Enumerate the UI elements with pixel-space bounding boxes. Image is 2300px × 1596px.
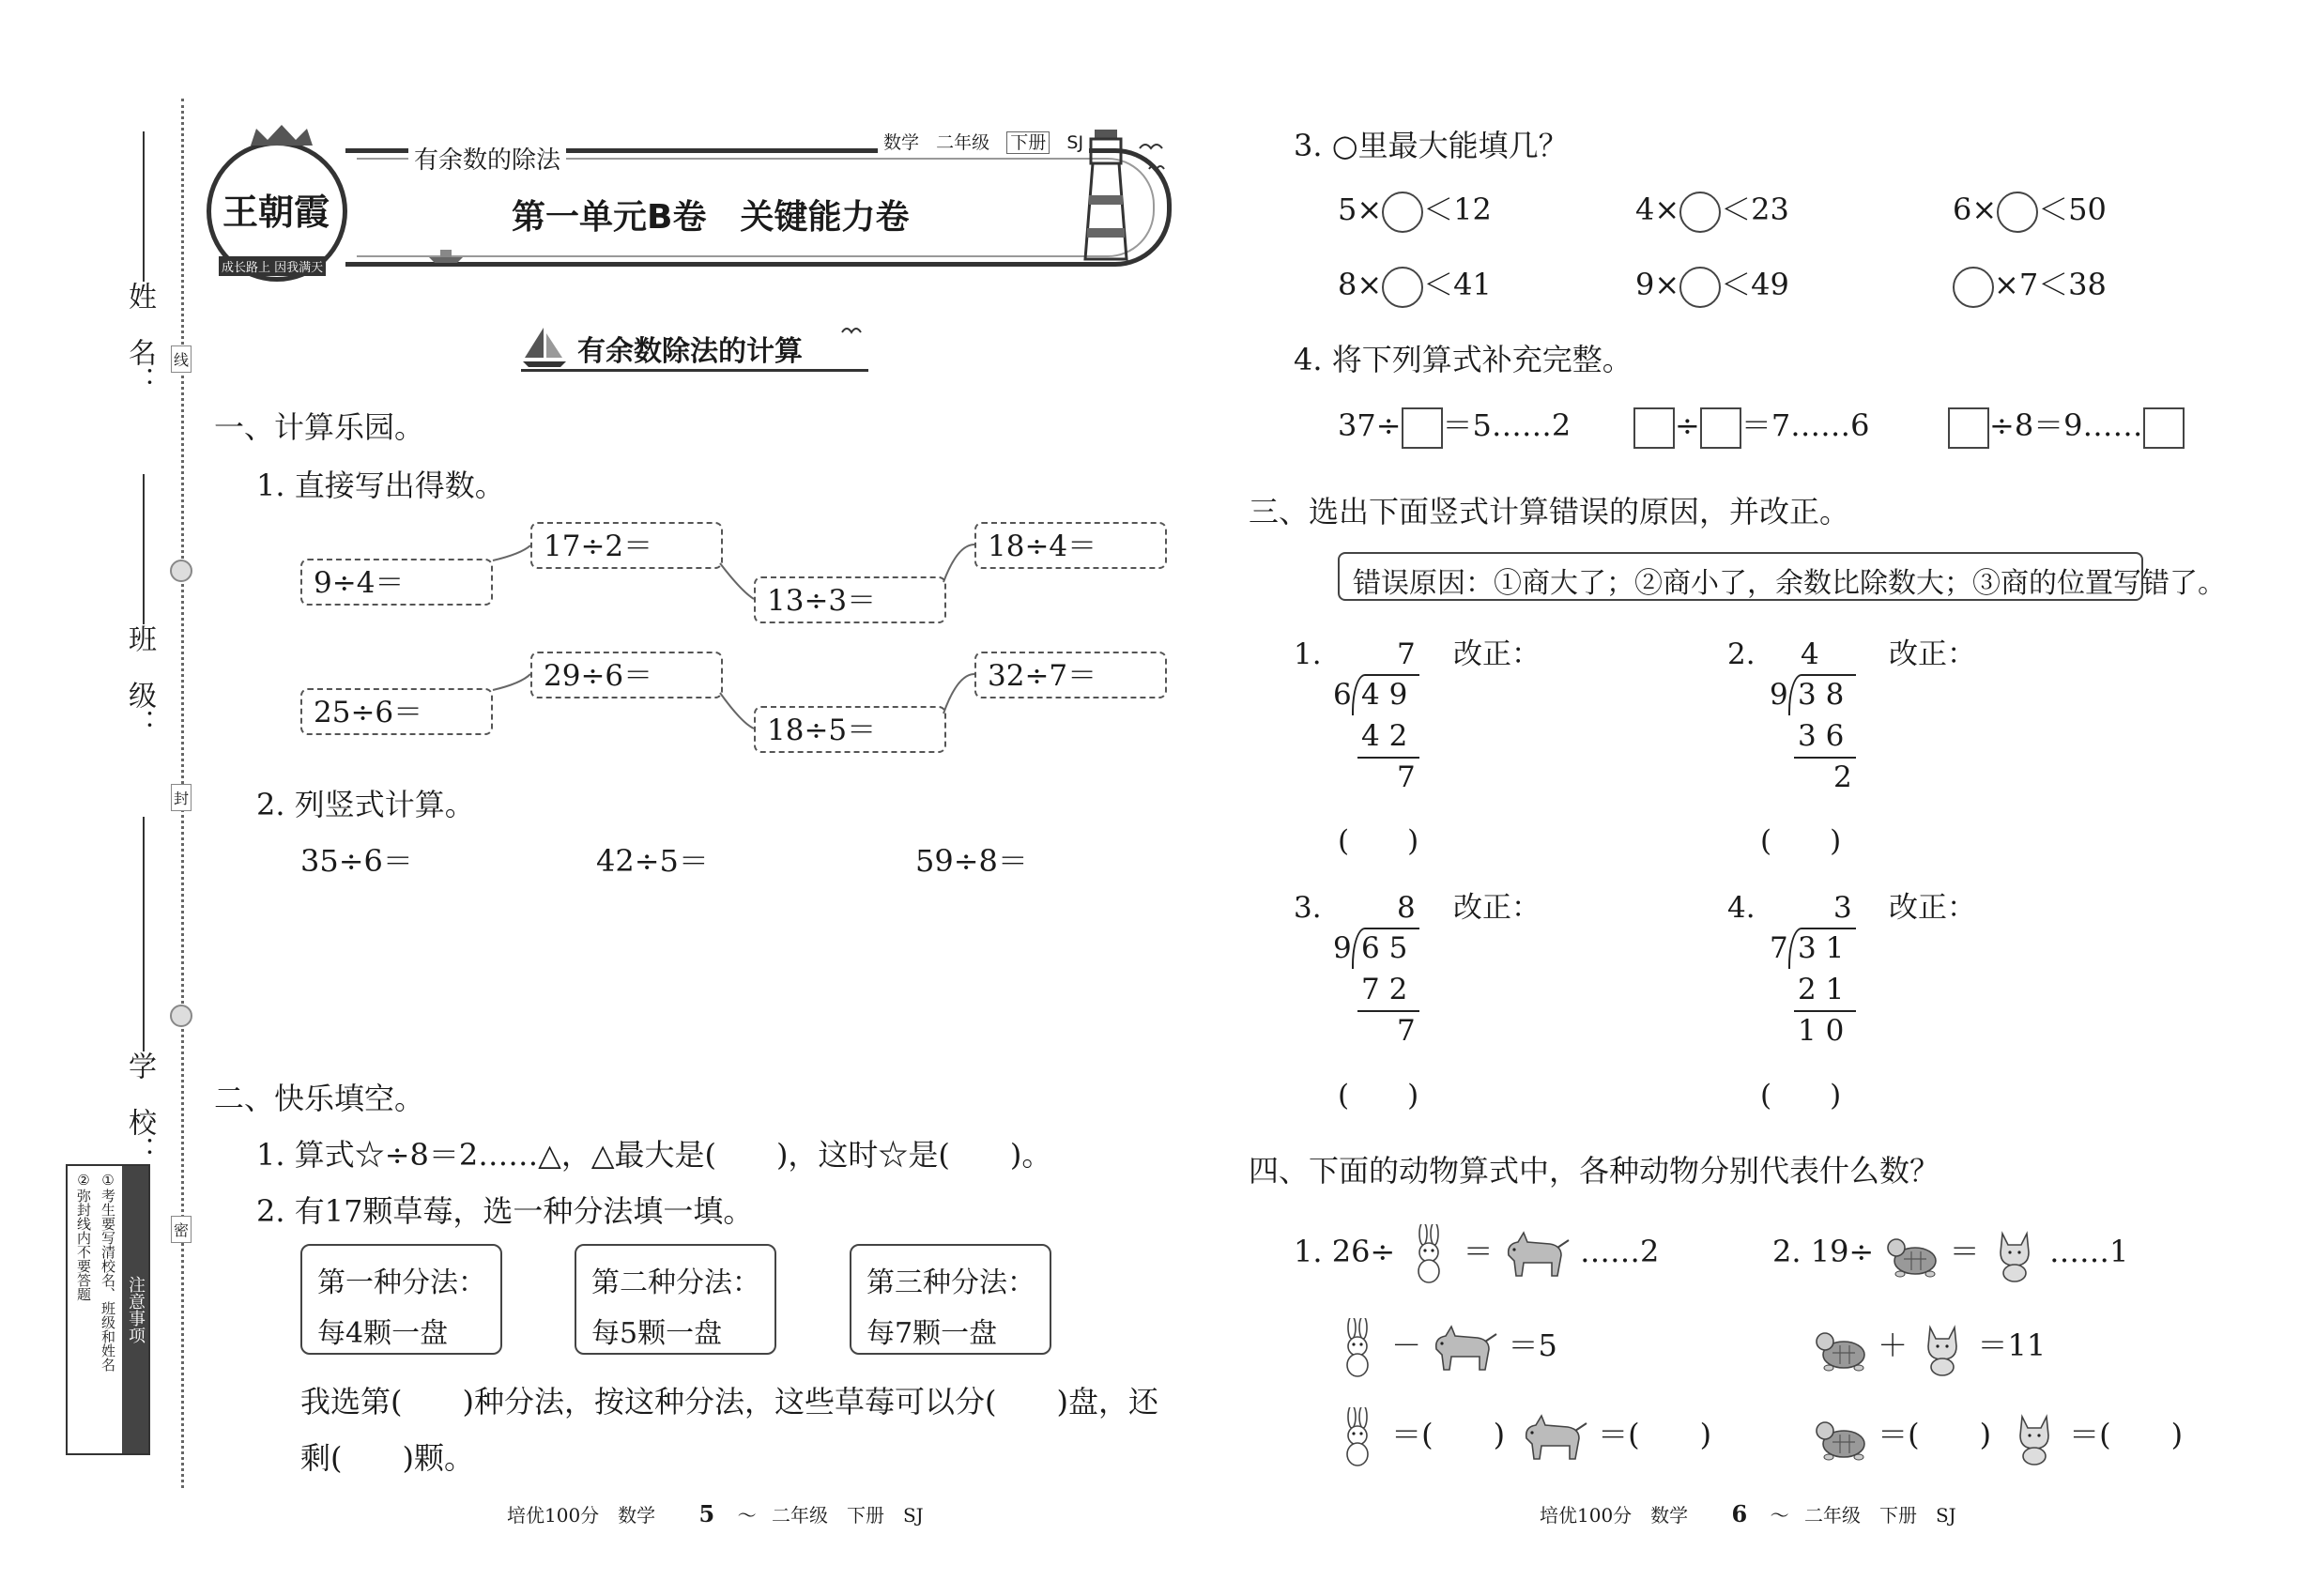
mental-expr: 32÷7＝ (974, 652, 1167, 698)
reason-paren[interactable]: ( ) (1760, 1079, 1842, 1113)
dog-icon (1431, 1321, 1498, 1375)
answer-circle[interactable] (1382, 192, 1423, 233)
animal-answer-turtle (1812, 1404, 1991, 1466)
div-divisor: 7 (1770, 931, 1788, 965)
section-1-title: 一、计算乐园。 (214, 409, 425, 445)
answer-square[interactable] (1402, 407, 1443, 449)
answer-square[interactable] (1700, 407, 1741, 449)
notes-title: 注意事项 (122, 1166, 148, 1453)
div-number: 3. (1294, 891, 1322, 925)
reason-paren[interactable]: ( ) (1338, 824, 1419, 858)
expr-pre: 4× (1635, 192, 1680, 227)
answer-circle[interactable] (1679, 267, 1721, 308)
div-quotient: 4 (1801, 637, 1819, 671)
turtle-icon (1883, 1227, 1940, 1281)
square-expr-c (1948, 402, 2185, 449)
answer-square[interactable] (1633, 407, 1675, 449)
mark-line: 线 (171, 345, 192, 373)
cat-icon (1917, 1318, 1968, 1378)
eq-text: ……1 (2048, 1234, 2129, 1269)
s2-question-2: 2. 有17颗草莓，选一种分法填一填。 (256, 1193, 754, 1229)
logo-text: 王朝霞 (222, 192, 330, 233)
div-product: 7 2 (1361, 973, 1408, 1006)
answer-square[interactable] (1948, 407, 1989, 449)
eq-text: ＝5 (1508, 1327, 1557, 1363)
school-underline (143, 817, 145, 1051)
footer-label: 培优100分 数学 (507, 1504, 656, 1527)
mental-expr: 18÷4＝ (974, 522, 1167, 569)
s1-question-2: 2. 列竖式计算。 (256, 787, 475, 822)
reason-text: 错误原因：①商大了；②商小了，余数比除数大；③商的位置写错了。 (1353, 567, 2226, 600)
expr-pre: 5× (1338, 192, 1383, 227)
footer-label: 培优100分 数学 (1540, 1504, 1689, 1527)
ring-icon (170, 1005, 192, 1027)
swoosh-icon: 〜 (737, 1504, 757, 1527)
banner-title: 有余数除法的计算 (577, 335, 803, 368)
expr-post: ＜12 (1423, 192, 1492, 227)
logo-tagline: 成长路上 因我满天 (219, 256, 326, 276)
expr-post: ×7＜38 (1994, 267, 2107, 302)
answer-blank[interactable]: ＝( ) (1391, 1417, 1506, 1452)
div-divisor: 9 (1333, 931, 1352, 965)
div-dividend: 4 9 (1361, 678, 1408, 712)
page-number: 5 (698, 1500, 715, 1527)
section-2-title: 二、快乐填空。 (214, 1081, 425, 1116)
page-title: 第一单元B卷 关键能力卷 (512, 198, 910, 237)
circle-expr (1635, 261, 1789, 308)
circle-expr (1953, 186, 2107, 233)
eq-text: ＝ (1463, 1234, 1494, 1269)
div-remainder: 7 (1397, 1014, 1416, 1048)
section-4-title: 四、下面的动物算式中，各种动物分别代表什么数？ (1249, 1153, 1940, 1189)
expr-post: ＜49 (1721, 267, 1789, 302)
square-expr-a (1338, 402, 1571, 449)
eq-text: ＝ (1949, 1234, 1980, 1269)
chapter-label: 有余数的除法 (408, 141, 566, 176)
expr-pre: 6× (1953, 192, 1998, 227)
reason-paren[interactable]: ( ) (1760, 824, 1842, 858)
eq-text: ……2 (1579, 1234, 1660, 1269)
vertical-expr: 35÷6＝ (300, 843, 413, 879)
div-product: 2 1 (1798, 973, 1845, 1006)
div-divisor: 9 (1770, 678, 1788, 712)
square-expr-b (1633, 402, 1870, 449)
dog-icon (1503, 1227, 1571, 1281)
expr-pre: 8× (1338, 267, 1383, 302)
div-remainder: 2 (1833, 760, 1852, 794)
expr-mid: ÷8＝9…… (1989, 407, 2143, 443)
method-box (850, 1244, 1051, 1355)
circle-expr (1338, 186, 1492, 233)
div-remainder: 1 0 (1798, 1014, 1845, 1048)
rabbit-icon (1404, 1224, 1453, 1284)
mental-expr: 9÷4＝ (300, 559, 493, 606)
div-remainder: 7 (1397, 760, 1416, 794)
method-box (575, 1244, 776, 1355)
div-dividend: 3 1 (1798, 931, 1845, 965)
div-number: 4. (1727, 891, 1756, 925)
expr-post: ＝5……2 (1442, 407, 1572, 443)
circle-expr (1338, 261, 1492, 308)
section-3-title: 三、选出下面竖式计算错误的原因，并改正。 (1249, 494, 1850, 529)
expr-pre: 37÷ (1338, 407, 1402, 443)
circle-expr (1953, 261, 2107, 308)
footer-left-page (507, 1500, 924, 1527)
div-dividend: 6 5 (1361, 931, 1408, 965)
animal-answer-rabbit (1333, 1404, 1505, 1466)
animal-eq-1 (1294, 1220, 1659, 1282)
animal-answer-cat (2009, 1404, 2183, 1466)
dog-icon (1521, 1410, 1588, 1465)
cat-icon (2009, 1407, 2060, 1467)
vertical-expr: 42÷5＝ (596, 843, 709, 879)
animal-eq-1b (1333, 1314, 1557, 1376)
school-label: 学 校： (123, 1051, 156, 1164)
notes-box (66, 1164, 150, 1455)
method-rule: 每5颗一盘 (591, 1317, 723, 1350)
fix-label: 改正： (1453, 637, 1541, 671)
mental-expr: 17÷2＝ (530, 522, 723, 569)
expr-post: ＝7……6 (1740, 407, 1870, 443)
animal-answer-dog (1521, 1404, 1711, 1466)
answer-circle[interactable] (1953, 267, 1994, 308)
expr-post: ＜23 (1721, 192, 1789, 227)
method-name: 第三种分法： (866, 1266, 1035, 1299)
reason-box (1338, 552, 2226, 601)
rabbit-icon (1333, 1318, 1382, 1378)
meta-edition: SJ (1066, 132, 1084, 153)
fix-label: 改正： (1889, 891, 1976, 925)
expr-mid: ÷ (1675, 407, 1700, 443)
fix-label: 改正： (1889, 637, 1976, 671)
div-divisor: 6 (1333, 678, 1352, 712)
method-name: 第二种分法： (591, 1266, 760, 1299)
s2-fill-line-1: 我选第( )种分法，按这种分法，这些草莓可以分( )盘，还 (300, 1384, 1158, 1420)
div-product: 3 6 (1798, 719, 1845, 753)
div-number: 2. (1727, 637, 1756, 671)
div-quotient: 8 (1397, 891, 1416, 925)
fix-label: 改正： (1453, 891, 1541, 925)
eq-text: 1. 26÷ (1294, 1234, 1396, 1269)
mark-seal: 封 (171, 784, 192, 811)
method-rule: 每7颗一盘 (866, 1317, 998, 1350)
method-rule: 每4颗一盘 (317, 1317, 449, 1350)
note-2: ②弥封线内不要答题 (75, 1172, 92, 1301)
q4-title: 4. 将下列算式补充完整。 (1294, 342, 1633, 377)
s2-fill-line-2: 剩( )颗。 (300, 1440, 474, 1476)
rabbit-icon (1333, 1407, 1382, 1467)
turtle-icon (1812, 1321, 1868, 1375)
div-quotient: 7 (1397, 637, 1416, 671)
s2-question-1: 1. 算式☆÷8＝2……△，△最大是( )，这时☆是( )。 (256, 1137, 1052, 1173)
cat-icon (1989, 1224, 2040, 1284)
footer-meta: 二年级 下册 SJ (771, 1504, 924, 1527)
mark-secret: 密 (171, 1216, 192, 1243)
meta-grade: 二年级 (936, 132, 990, 153)
swoosh-icon: 〜 (1770, 1504, 1789, 1527)
eq-text: 2. 19÷ (1772, 1234, 1875, 1269)
div-quotient: 3 (1833, 891, 1852, 925)
answer-blank[interactable]: ＝( ) (1598, 1417, 1712, 1452)
answer-blank[interactable]: ＝( ) (1878, 1417, 1992, 1452)
meta-volume: 下册 (1006, 131, 1050, 154)
animal-eq-2b (1812, 1314, 2046, 1376)
s1-question-1: 1. 直接写出得数。 (256, 468, 505, 503)
method-box (300, 1244, 502, 1355)
answer-circle[interactable] (1997, 192, 2038, 233)
vertical-expr: 59÷8＝ (915, 843, 1028, 879)
eq-text: ＋ (1878, 1327, 1909, 1363)
answer-circle[interactable] (1382, 267, 1423, 308)
div-number: 1. (1294, 637, 1322, 671)
meta-subject: 数学 (883, 132, 920, 153)
method-name: 第一种分法： (317, 1266, 486, 1299)
q3-title: 3. ○里最大能填几？ (1294, 128, 1569, 163)
div-dividend: 3 8 (1798, 678, 1845, 712)
answer-blank[interactable]: ＝( ) (2069, 1417, 2184, 1452)
answer-square[interactable] (2143, 407, 2185, 449)
note-1: ①考生要写清校名、班级和姓名 (100, 1172, 116, 1372)
page-number: 6 (1731, 1500, 1748, 1527)
eq-text: － (1391, 1327, 1422, 1363)
animal-eq-2 (1772, 1220, 2128, 1282)
turtle-icon (1812, 1410, 1868, 1465)
name-label: 姓 名： (123, 282, 156, 394)
circle-expr (1635, 186, 1789, 233)
eq-text: ＝11 (1977, 1327, 2047, 1363)
mental-expr: 25÷6＝ (300, 688, 493, 735)
mental-expr: 13÷3＝ (754, 576, 946, 623)
expr-post: ＜41 (1423, 267, 1492, 302)
mental-expr: 29÷6＝ (530, 652, 723, 698)
footer-right-page (1540, 1500, 1956, 1527)
expr-post: ＜50 (2038, 192, 2107, 227)
expr-pre: 9× (1635, 267, 1680, 302)
reason-paren[interactable]: ( ) (1338, 1079, 1419, 1113)
class-label: 班 级： (123, 624, 156, 737)
footer-meta: 二年级 下册 SJ (1803, 1504, 1956, 1527)
div-product: 4 2 (1361, 719, 1408, 753)
mental-expr: 18÷5＝ (754, 706, 946, 753)
answer-circle[interactable] (1679, 192, 1721, 233)
